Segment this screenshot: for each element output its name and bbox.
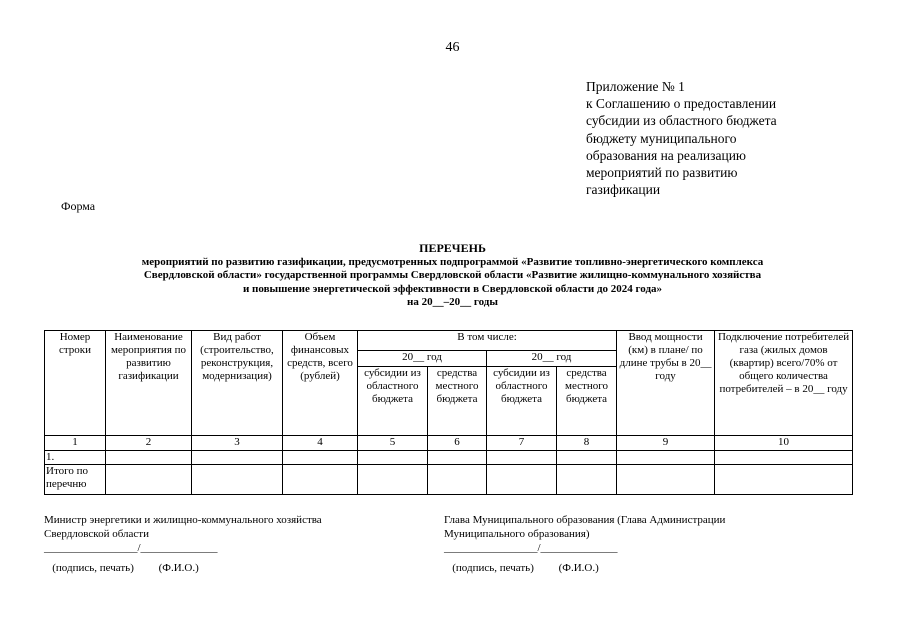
table-cell (428, 451, 487, 465)
column-number: 2 (106, 436, 192, 451)
column-numbers-row (45, 436, 853, 451)
form-label: Форма (61, 199, 96, 213)
document-title (40, 242, 865, 309)
header-local-b: средства местного бюджета (557, 367, 617, 436)
header-subsidy-b: субсидии из областного бюджета (487, 367, 557, 436)
signature-line: _________________/______________ (444, 542, 618, 554)
table-cell (283, 465, 358, 495)
table-cell (106, 465, 192, 495)
signature-title: Свердловской области (44, 528, 149, 540)
appendix-note (586, 78, 846, 198)
table-row (45, 451, 853, 465)
appendix-line: Приложение № 1 (586, 79, 685, 94)
column-number: 7 (487, 436, 557, 451)
column-number: 10 (715, 436, 853, 451)
header-capacity: Ввод мощности (км) в плане/ по длине трубы в 20__ году (617, 331, 715, 436)
header-work-type: Вид работ (строительство, реконструкция, модернизация) (192, 331, 283, 436)
appendix-line: мероприятий по развитию (586, 165, 738, 181)
page-number: 46 (445, 40, 460, 55)
title-line: и повышение энергетической эффективности в Свердловской области до 2024 года» (242, 282, 663, 295)
table-cell (715, 451, 853, 465)
table-row (45, 465, 853, 495)
table-cell (358, 451, 428, 465)
signature-line: _________________/______________ (44, 542, 218, 554)
signature-block-municipal-head (444, 513, 824, 575)
table-cell (617, 451, 715, 465)
table-cell (358, 465, 428, 495)
column-number: 3 (192, 436, 283, 451)
column-number: 6 (428, 436, 487, 451)
appendix-line: образования на реализацию (586, 147, 747, 163)
column-number: 8 (557, 436, 617, 451)
header-year-b: 20__ год (487, 351, 617, 367)
table-cell (487, 465, 557, 495)
table-cell (106, 451, 192, 465)
appendix-line: бюджету муниципального (586, 130, 737, 146)
title-line: на 20__–20__ годы (407, 295, 498, 308)
table-cell (428, 465, 487, 495)
signature-block-minister (44, 513, 424, 575)
header-year-a: 20__ год (358, 351, 487, 367)
signature-caption: (подпись, печать) (Ф.И.О.) (444, 562, 599, 574)
row-label: 1. (45, 451, 106, 465)
title-heading: ПЕРЕЧЕНЬ (419, 241, 486, 255)
column-number: 1 (45, 436, 106, 451)
title-line: мероприятий по развитию газификации, предусмотренных подпрограммой «Развитие топливно-энергетического комплекса (141, 256, 764, 269)
appendix-line: к Соглашению о предоставлении (586, 96, 777, 112)
signature-title: Глава Муниципального образования (Глава Администрации (444, 514, 726, 526)
signature-caption: (подпись, печать) (Ф.И.О.) (44, 562, 199, 574)
table-cell (487, 451, 557, 465)
header-row-number: Номер строки (45, 331, 106, 436)
header-subsidy-a: субсидии из областного бюджета (358, 367, 428, 436)
table-cell (283, 451, 358, 465)
header-connection: Подключение потребителей газа (жилых домов (квартир) всего/70% от общего количества потребителей – в 20__ году (715, 331, 853, 436)
table-cell (715, 465, 853, 495)
measures-table (44, 330, 853, 495)
table-cell (557, 451, 617, 465)
row-label: Итого по перечню (45, 465, 106, 495)
appendix-line: субсидии из областного бюджета (586, 113, 777, 129)
column-number: 4 (283, 436, 358, 451)
table-cell (192, 465, 283, 495)
header-total-funding: Объем финансовых средств, всего (рублей) (283, 331, 358, 436)
appendix-line: газификации (586, 182, 661, 198)
signature-title: Муниципального образования) (444, 528, 590, 540)
column-number: 5 (358, 436, 428, 451)
header-measure-name: Наименование мероприятия по развитию газификации (106, 331, 192, 436)
title-line: Свердловской области» государственной программы Свердловской области «Развитие жилищно-коммунального хозяйства (143, 269, 762, 282)
header-local-a: средства местного бюджета (428, 367, 487, 436)
column-number: 9 (617, 436, 715, 451)
signature-title: Министр энергетики и жилищно-коммунального хозяйства (44, 514, 322, 526)
table-cell (617, 465, 715, 495)
table-cell (557, 465, 617, 495)
table-cell (192, 451, 283, 465)
header-including: В том числе: (358, 331, 617, 351)
